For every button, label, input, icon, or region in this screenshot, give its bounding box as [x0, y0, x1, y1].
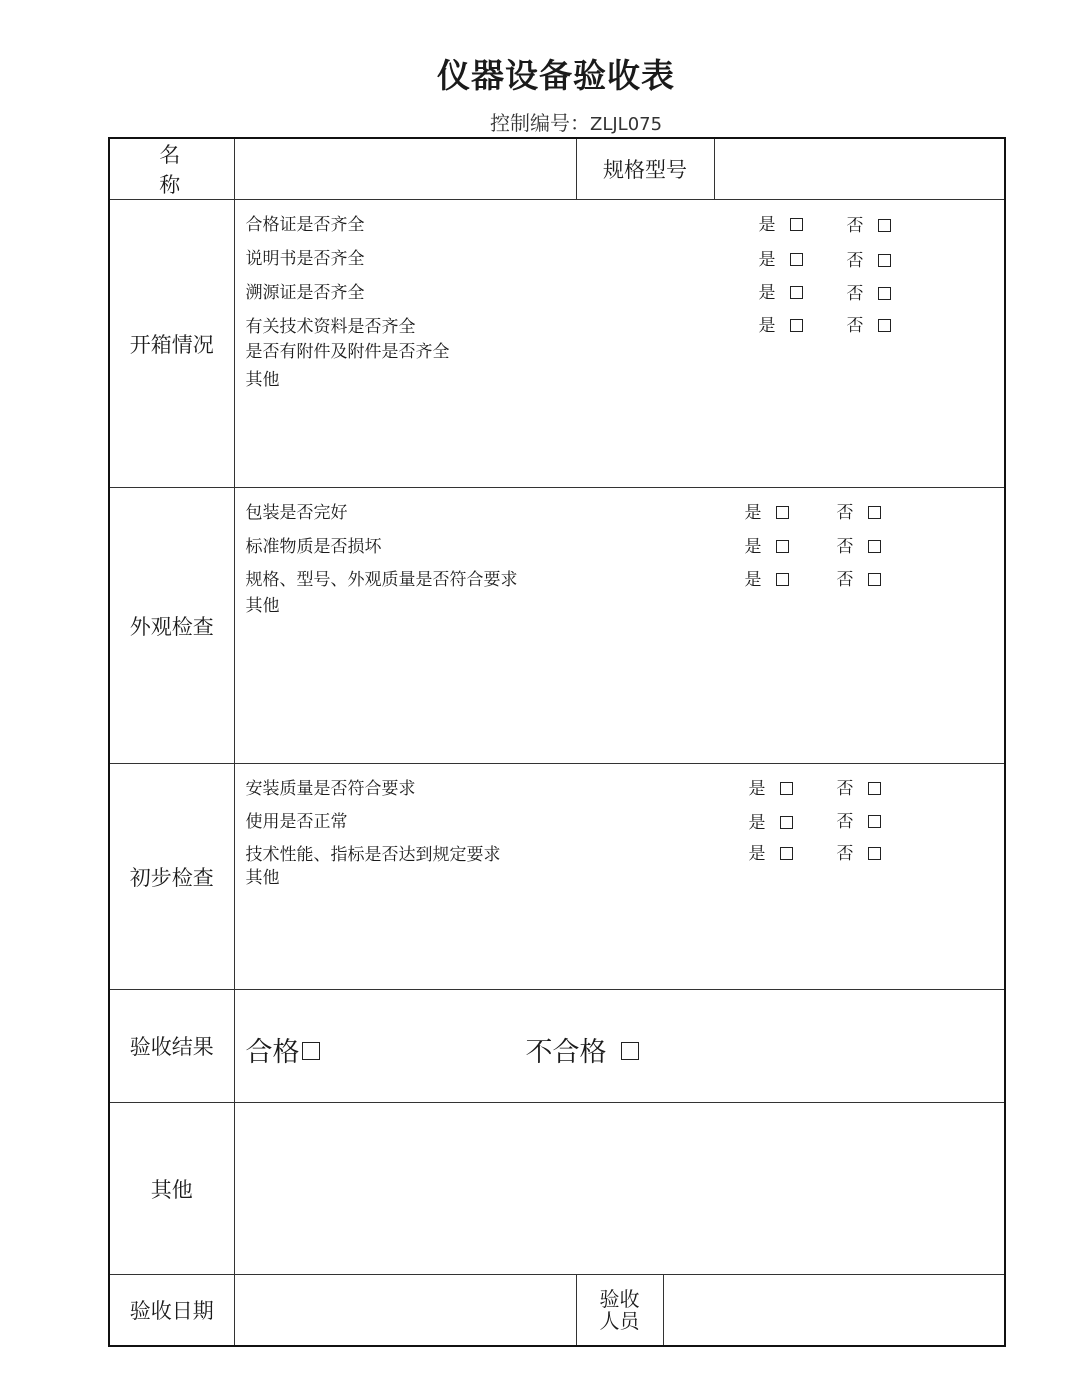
appearance-row — [109, 488, 1005, 764]
unboxing-content — [234, 200, 1005, 488]
other-label: 其他 — [109, 1103, 234, 1275]
checkbox-icon — [878, 254, 891, 267]
acceptance-person-label-line1: 验收 — [599, 1286, 640, 1311]
unboxing-item-3-no[interactable]: 否 — [847, 279, 891, 304]
preliminary-item-2-yes[interactable]: 是 — [749, 808, 793, 833]
checkbox-icon — [868, 506, 881, 519]
unboxing-row — [109, 200, 1005, 488]
checkbox-icon — [776, 506, 789, 519]
preliminary-content — [234, 764, 1005, 990]
unboxing-label: 开箱情况 — [109, 200, 234, 488]
spec-label: 规格型号 — [576, 138, 714, 200]
preliminary-item-3-no[interactable]: 否 — [837, 839, 881, 864]
control-number — [490, 107, 662, 136]
checkbox-icon — [621, 1042, 639, 1060]
name-label: 名 称 — [109, 138, 234, 200]
preliminary-item-2: 使用是否正常 — [245, 812, 348, 832]
footer-row — [109, 1275, 1005, 1346]
preliminary-item-3-yes[interactable]: 是 — [749, 839, 793, 864]
appearance-item-1-no[interactable]: 否 — [837, 498, 881, 523]
appearance-item-2-no[interactable]: 否 — [837, 532, 881, 557]
checkbox-icon — [780, 782, 793, 795]
appearance-item-2-yes[interactable]: 是 — [745, 532, 789, 557]
result-label: 验收结果 — [109, 990, 234, 1103]
unboxing-item-2-yes[interactable]: 是 — [759, 245, 803, 270]
result-content — [234, 990, 1005, 1103]
header-row — [109, 138, 1005, 200]
checkbox-icon — [302, 1042, 320, 1060]
checkbox-icon — [790, 218, 803, 231]
control-number-label: 控制编号： — [490, 111, 590, 135]
checkbox-icon — [878, 287, 891, 300]
checkbox-icon — [776, 540, 789, 553]
unboxing-item-1-yes[interactable]: 是 — [759, 210, 803, 235]
unboxing-other-line: 其他 — [245, 370, 280, 390]
unboxing-item-4-no[interactable]: 否 — [847, 311, 891, 336]
acceptance-person-field[interactable] — [663, 1275, 1005, 1346]
preliminary-row — [109, 764, 1005, 990]
unboxing-item-1-no[interactable]: 否 — [847, 211, 891, 236]
checkbox-icon — [790, 286, 803, 299]
checkbox-icon — [868, 782, 881, 795]
unboxing-item-1: 合格证是否齐全 — [245, 215, 365, 235]
unboxing-item-4: 有关技术资料是否齐全 — [245, 317, 416, 337]
unboxing-item-4-yes[interactable]: 是 — [759, 311, 803, 336]
control-number-code: ZLJL075 — [590, 114, 663, 135]
unboxing-item-2: 说明书是否齐全 — [245, 249, 365, 269]
unboxing-item-3: 溯源证是否齐全 — [245, 283, 365, 303]
preliminary-item-2-no[interactable]: 否 — [837, 807, 881, 832]
checkbox-icon — [780, 816, 793, 829]
acceptance-person-label — [576, 1275, 663, 1346]
acceptance-date-field[interactable] — [234, 1275, 576, 1346]
unboxing-item-3-yes[interactable]: 是 — [759, 278, 803, 303]
appearance-item-3-no[interactable]: 否 — [837, 565, 881, 590]
acceptance-form-table — [108, 137, 1006, 1347]
checkbox-icon — [780, 847, 793, 860]
checkbox-icon — [868, 540, 881, 553]
checkbox-icon — [790, 319, 803, 332]
checkbox-icon — [868, 847, 881, 860]
other-row — [109, 1103, 1005, 1275]
preliminary-item-1: 安装质量是否符合要求 — [245, 779, 416, 799]
appearance-item-1-yes[interactable]: 是 — [745, 498, 789, 523]
appearance-other-line: 其他 — [245, 596, 280, 616]
checkbox-icon — [878, 319, 891, 332]
spec-field[interactable] — [714, 138, 1005, 200]
checkbox-icon — [790, 253, 803, 266]
name-field[interactable] — [234, 138, 576, 200]
result-fail-option[interactable]: 不合格 — [526, 1030, 639, 1069]
result-pass-option[interactable]: 合格 — [246, 1030, 320, 1069]
acceptance-person-label-line2: 人员 — [599, 1308, 640, 1333]
checkbox-icon — [868, 573, 881, 586]
checkbox-icon — [868, 815, 881, 828]
appearance-item-1: 包装是否完好 — [245, 503, 348, 523]
acceptance-date-label: 验收日期 — [109, 1275, 234, 1346]
checkbox-icon — [776, 573, 789, 586]
checkbox-icon — [878, 219, 891, 232]
preliminary-item-1-no[interactable]: 否 — [837, 774, 881, 799]
preliminary-item-3: 技术性能、指标是否达到规定要求 — [245, 845, 501, 865]
appearance-item-3: 规格、型号、外观质量是否符合要求 — [245, 570, 518, 590]
preliminary-label: 初步检查 — [109, 764, 234, 990]
other-field[interactable] — [234, 1103, 1005, 1275]
appearance-content — [234, 488, 1005, 764]
appearance-item-3-yes[interactable]: 是 — [745, 565, 789, 590]
unboxing-attachment-line: 是否有附件及附件是否齐全 — [245, 342, 450, 362]
unboxing-item-2-no[interactable]: 否 — [847, 246, 891, 271]
preliminary-other-line: 其他 — [245, 868, 280, 888]
appearance-item-2: 标准物质是否损坏 — [245, 537, 382, 557]
result-row — [109, 990, 1005, 1103]
form-title: 仪器设备验收表 — [437, 56, 675, 95]
appearance-label: 外观检查 — [109, 488, 234, 764]
preliminary-item-1-yes[interactable]: 是 — [749, 774, 793, 799]
